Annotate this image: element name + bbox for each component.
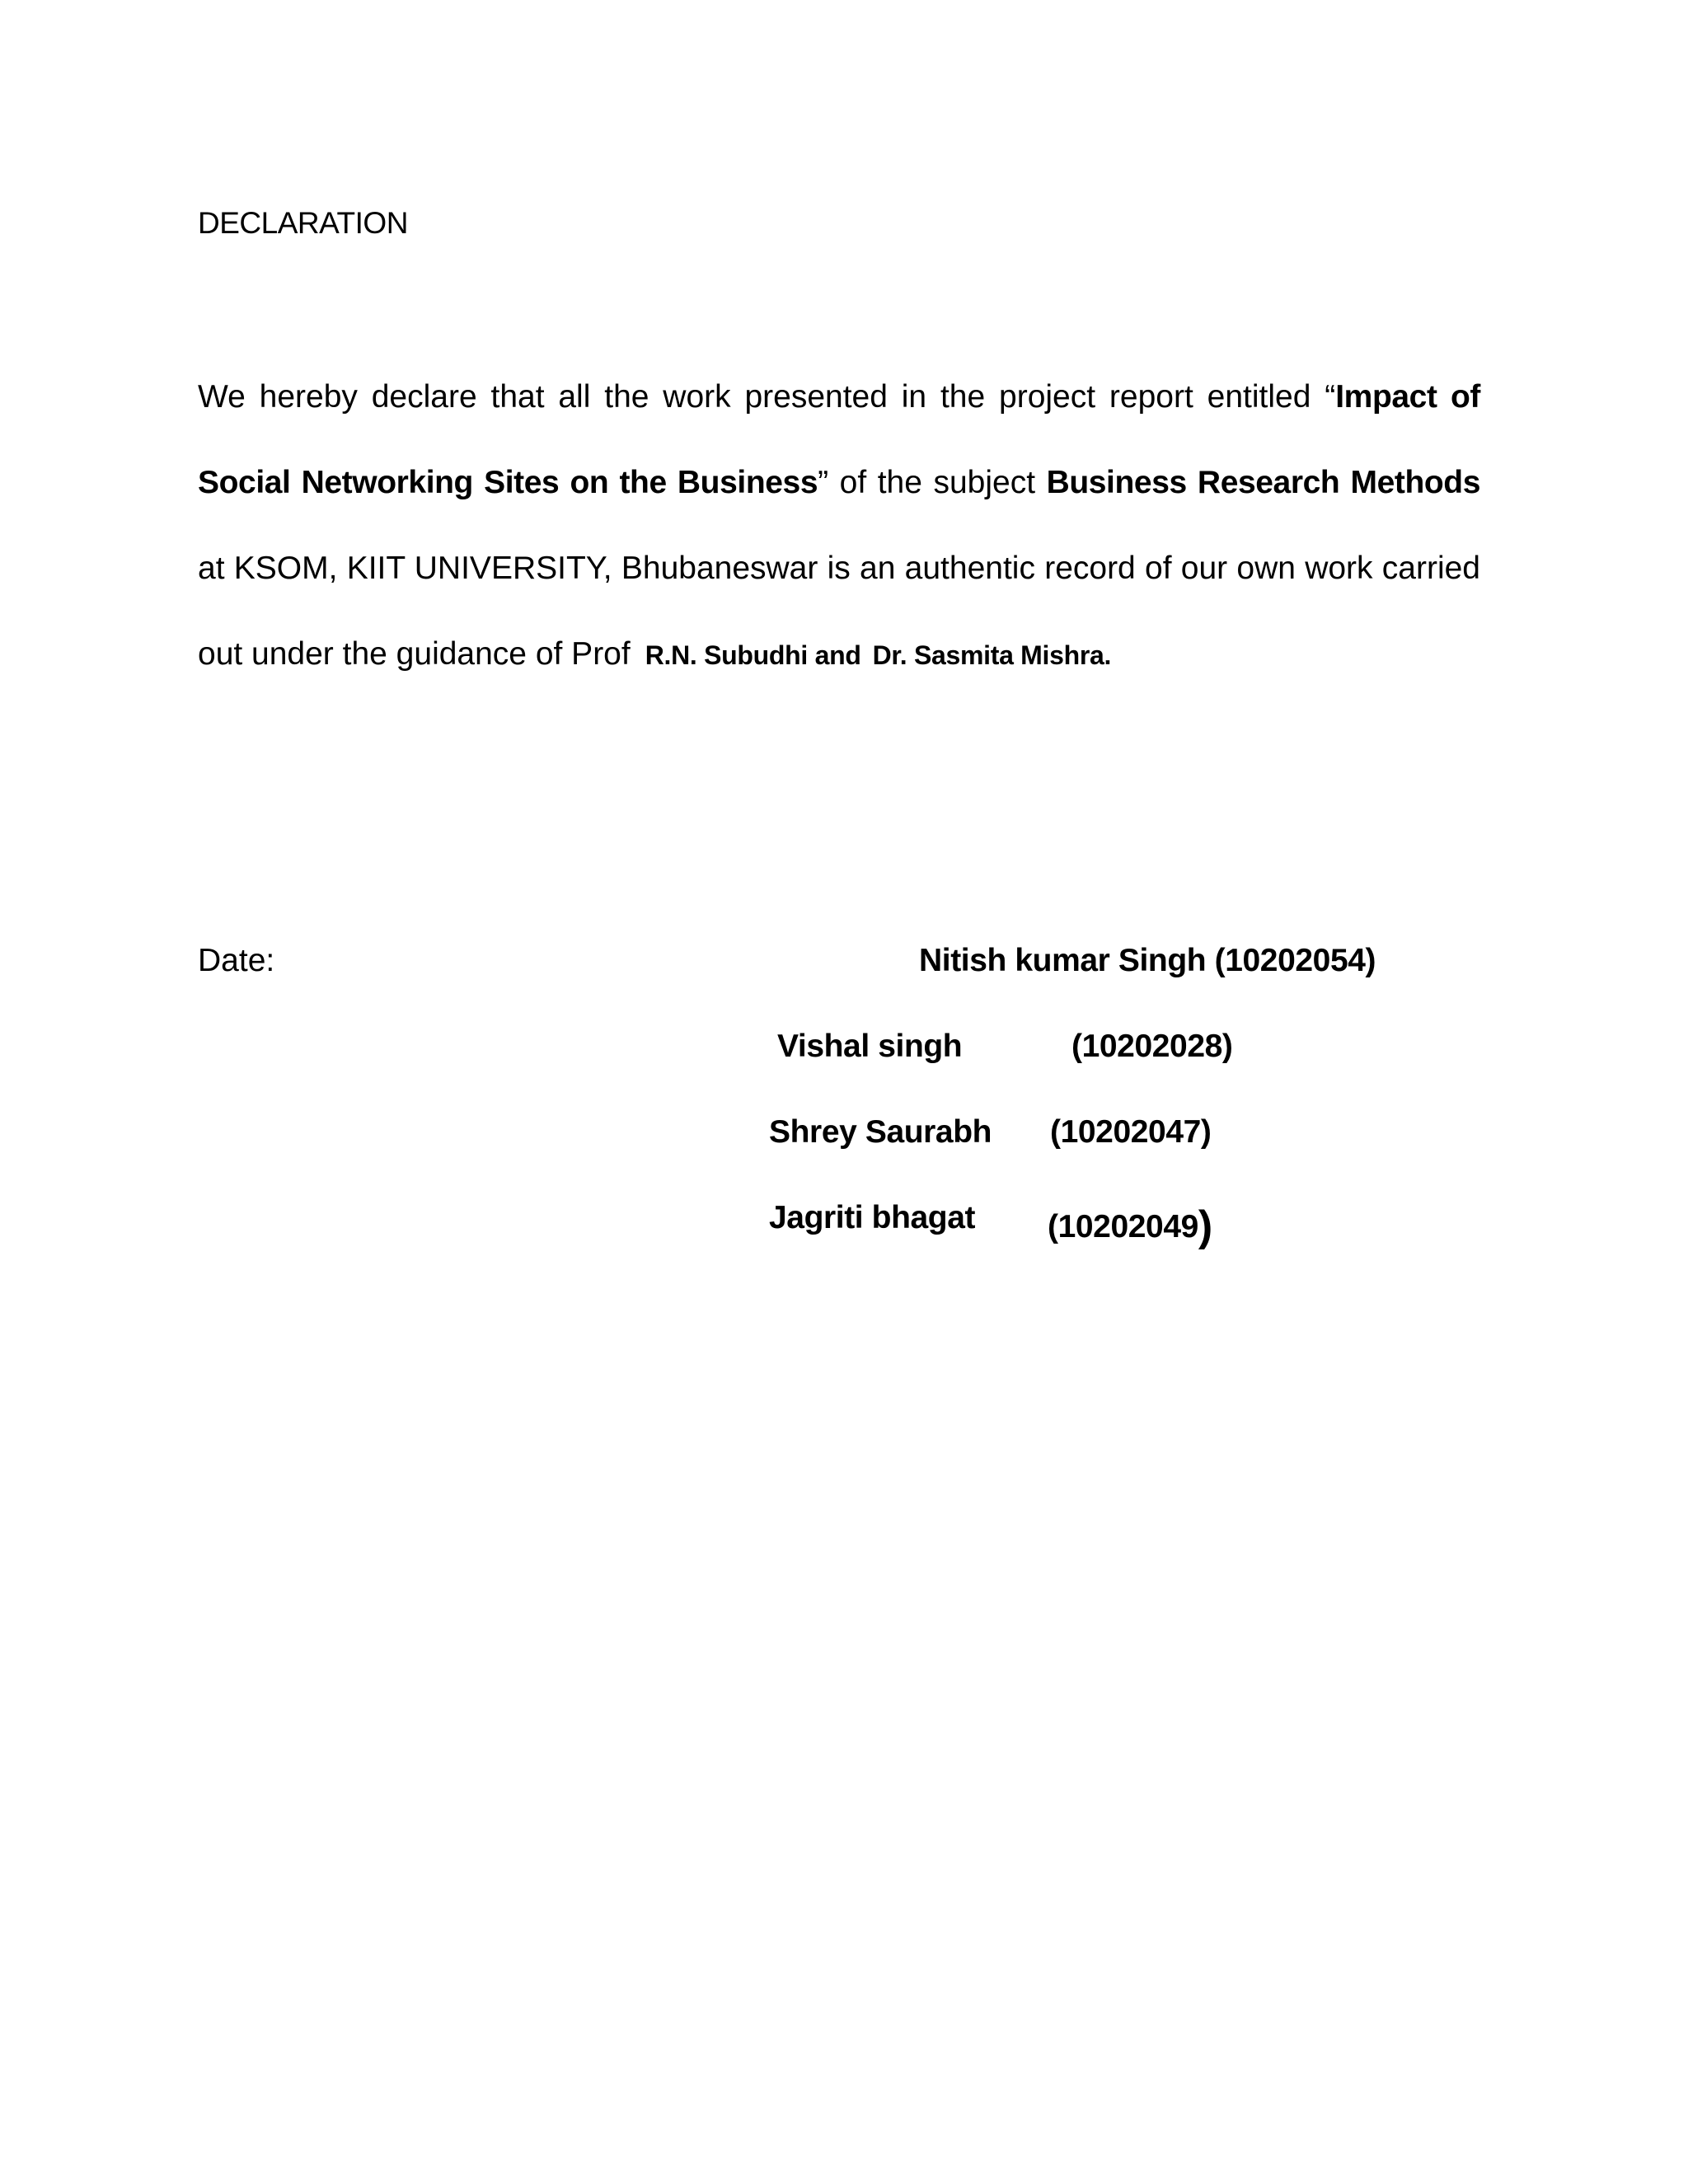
project-title: Impact of Social Networking Sites on the Business — [198, 379, 1480, 500]
declaration-paragraph — [198, 354, 1480, 698]
signatory-2 — [777, 1029, 1233, 1064]
signatory-1 — [919, 944, 1376, 977]
guide-name-1: R.N. Subudhi and — [645, 640, 861, 670]
signatory-name: Vishal singh — [777, 1029, 963, 1064]
signatory-id: (10202047) — [1050, 1114, 1212, 1150]
signatory-id: (10202054) — [1214, 943, 1376, 978]
subject-name: Business Research Methods — [1046, 465, 1481, 500]
page-title: DECLARATION — [198, 206, 408, 240]
paragraph-intro: We hereby declare that all the work presented in the project report entitled “ — [198, 379, 1336, 415]
date-label: Date: — [198, 943, 275, 978]
paragraph-after-subject: at KSOM, KIIT UNIVERSITY, Bhubaneswar is an authentic record of our own work carried out under the guidance of Prof — [198, 551, 1480, 672]
paragraph-after-title: ” of the subject — [818, 465, 1047, 500]
guide-name-2: Dr. Sasmita Mishra. — [872, 640, 1112, 670]
signatory-name: Jagriti bhagat — [769, 1200, 976, 1235]
signatory-name: Nitish kumar Singh — [919, 943, 1207, 978]
signatory-id: (10202028) — [1071, 1029, 1233, 1064]
signatory-id-number: (10202049 — [1048, 1209, 1198, 1244]
signatory-name: Shrey Saurabh — [769, 1114, 992, 1150]
closing-paren: ) — [1198, 1202, 1212, 1250]
signatory-4 — [769, 1200, 1212, 1250]
signatory-id — [1048, 1202, 1212, 1250]
signatory-3 — [769, 1114, 1212, 1150]
